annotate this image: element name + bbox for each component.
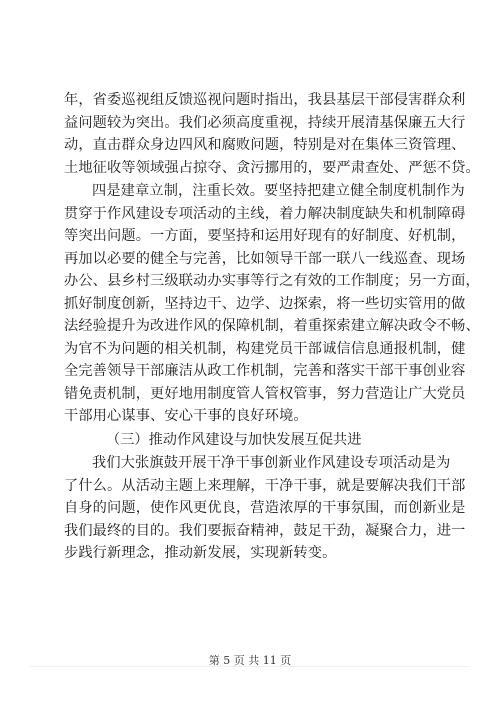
text-line: 自身的问题，使作风更优良，营造浓厚的干事氛围，而创新业是 — [64, 500, 466, 516]
paragraph-purpose — [64, 452, 466, 565]
text-line: 法经验提升为改进作风的保障机制，着重探索建立解决政令不畅、 — [64, 318, 480, 334]
text-line: 再加以必要的健全与完善，比如领导干部一联八一线巡查、现场 — [64, 250, 466, 267]
paragraph-institution-building — [64, 180, 480, 428]
text-line: 土地征收等领域强占掠夺、贪污挪用的，要严肃查处、严惩不贷。 — [64, 159, 480, 176]
text-line: 等突出问题。一方面，要坚持和运用好现有的好制度、好机制， — [64, 228, 466, 244]
text-line: 我们大张旗鼓开展干净干事创新业作风建设专项活动是为 — [92, 455, 451, 471]
paragraph-continuation — [64, 89, 480, 179]
text-line: 干部用心谋事、安心干事的良好环境。 — [64, 408, 308, 424]
text-line: 办公、县乡村三级联动办实事等行之有效的工作制度；另一方面， — [64, 273, 480, 289]
footer-divider — [30, 666, 470, 667]
text-line: 益问题较为突出。我们必须高度重视，持续开展清基保廉五大行 — [64, 114, 466, 131]
text-line: 年，省委巡视组反馈巡视问题时指出，我县基层干部侵害群众利 — [64, 92, 466, 108]
text-line: 贯穿于作风建设专项活动的主线，着力解决制度缺失和机制障碍 — [64, 205, 466, 222]
text-line: 错免责机制，更好地用制度管人管权管事，努力营造让广大党员 — [64, 385, 466, 402]
text-line: 了什么。从活动主题上来理解，干净干事，就是要解决我们干部 — [64, 477, 466, 494]
text-line: 四是建章立制，注重长效。要坚持把建立健全制度机制作为 — [92, 183, 465, 199]
page-footer: 第 5 页 共 11 页 — [208, 654, 292, 667]
text-line: 抓好制度创新，坚持边干、边学、边探索，将一些切实管用的做 — [64, 295, 466, 312]
section-heading: （三）推动作风建设与加快发展互促共进 — [106, 431, 362, 448]
document-body — [64, 89, 480, 566]
text-line: 步践行新理念，推动新发展，实现新转变。 — [64, 545, 337, 561]
text-line: 为官不为问题的相关机制，构建党员干部诚信信息通报机制，健 — [64, 340, 466, 357]
text-line: 我们最终的目的。我们要振奋精神，鼓足干劲，凝聚合力，进一 — [64, 522, 466, 539]
text-line: 全完善领导干部廉洁从政工作机制，完善和落实干部干事创业容 — [64, 363, 466, 379]
text-line: 动，直击群众身边四风和腐败问题，特别是对在集体三资管理、 — [64, 137, 466, 153]
